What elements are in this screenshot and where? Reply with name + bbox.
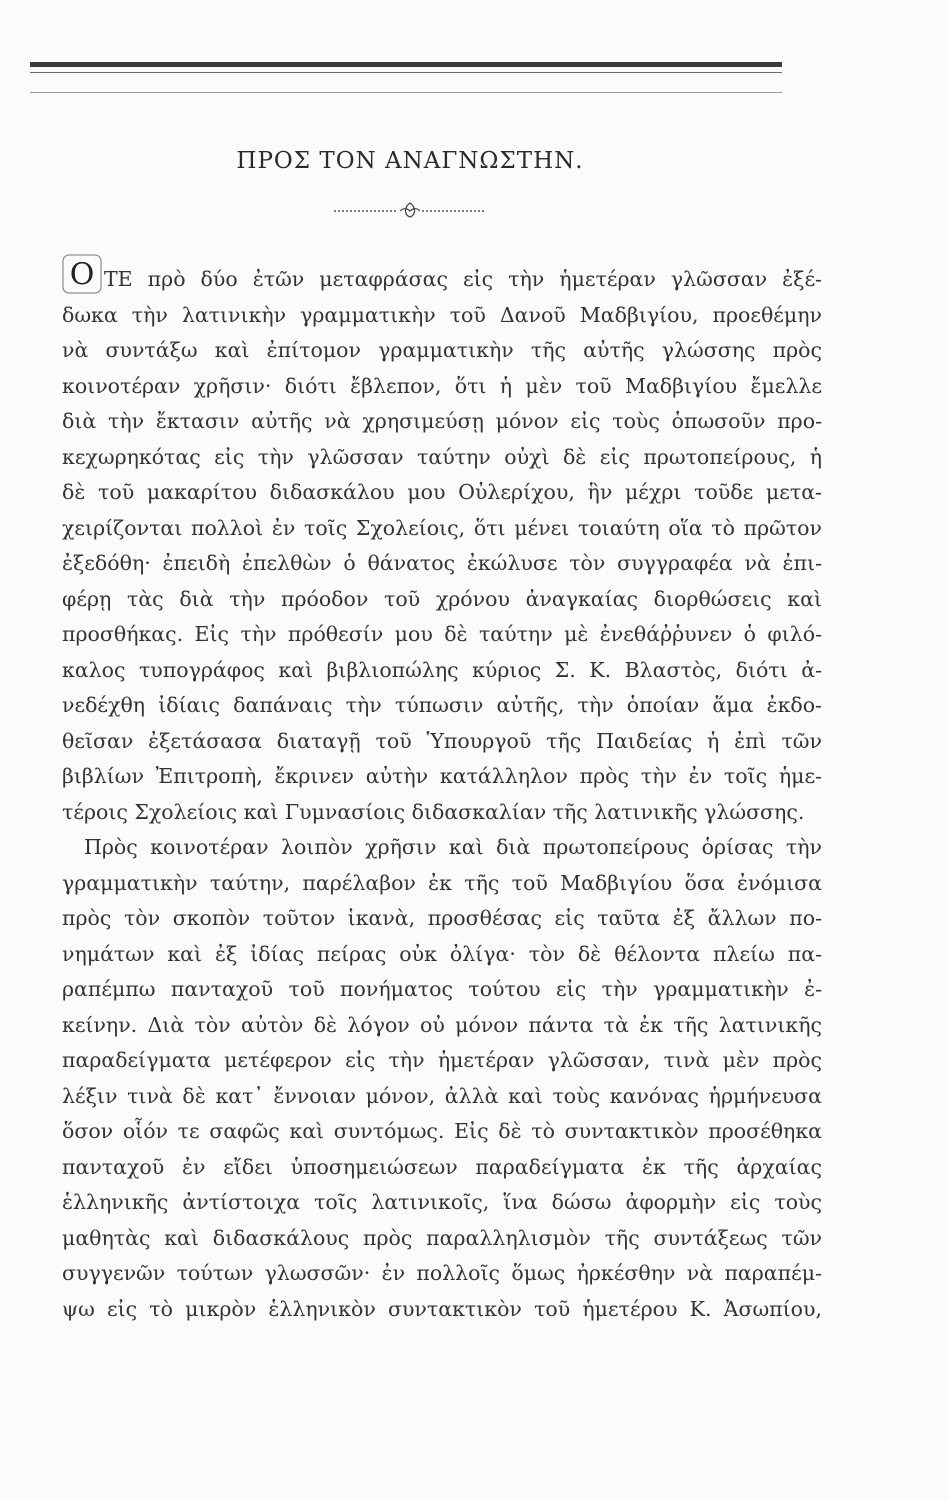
text-line: διὰ τὴν ἔκτασιν αὐτῆς νὰ χρησιμεύσῃ μόνον εἰς τοὺς ὁπωσοῦν προ- bbox=[62, 409, 822, 433]
paragraph-2 bbox=[62, 830, 822, 1327]
text-line: δὲ τοῦ μακαρίτου διδασκάλου μου Οὐλερίχου, ἣν μέχρι τοῦδε μετα- bbox=[62, 480, 822, 504]
text-line: συγγενῶν τούτων γλωσσῶν· ἐν πολλοῖς ὅμως ἠρκέσθην νὰ παραπέμ- bbox=[62, 1261, 822, 1285]
text-line: ἐξεδόθη· ἐπειδὴ ἐπελθὼν ὁ θάνατος ἐκώλυσε τὸν συγγραφέα νὰ ἐπι- bbox=[62, 551, 822, 575]
text-line: προσθήκας. Εἰς τὴν πρόθεσίν μου δὲ ταύτην μὲ ἐνεθάῤῥυνεν ὁ φιλό- bbox=[62, 622, 822, 646]
svg-text:Ο: Ο bbox=[69, 257, 95, 292]
header-rule-thick bbox=[30, 62, 782, 67]
text-line: ραπέμπω πανταχοῦ τοῦ πονήματος τούτου εἰς τὴν γραμματικὴν ἐ- bbox=[62, 977, 822, 1001]
text-line: καλος τυπογράφος καὶ βιβλιοπώλης κύριος Σ. Κ. Βλαστὸς, διότι ἀ- bbox=[62, 657, 822, 682]
text-line: πανταχοῦ ἐν εἴδει ὑποσημειώσεων παραδείγματα ἐκ τῆς ἀρχαίας bbox=[62, 1154, 822, 1179]
text-line: πρὸς τὸν σκοπὸν τοῦτον ἱκανὰ, προσθέσας εἰς ταῦτα ἐξ ἄλλων πο- bbox=[62, 906, 822, 930]
text-line: Πρὸς κοινοτέραν λοιπὸν χρῆσιν καὶ διὰ πρωτοπείρους ὁρίσας τὴν bbox=[84, 835, 822, 859]
text-line: ψω εἰς τὸ μικρὸν ἑλληνικὸν συντακτικὸν τοῦ ἡμετέρου Κ. Ἀσωπίου, bbox=[62, 1296, 822, 1321]
text-line: λέξιν τινὰ δὲ κατ᾽ ἔννοιαν μόνον, ἀλλὰ καὶ τοὺς κανόνας ἡρμήνευσα bbox=[62, 1083, 822, 1108]
ornament-divider bbox=[330, 199, 490, 219]
text-line: ὅσον οἷόν τε σαφῶς καὶ συντόμως. Εἰς δὲ τὸ συντακτικὸν προσέθηκα bbox=[62, 1119, 822, 1143]
text-line: παραδείγματα μετέφερον εἰς τὴν ἡμετέραν γλῶσσαν, τινὰ μὲν πρὸς bbox=[62, 1048, 822, 1072]
text-line: βιβλίων Ἐπιτροπὴ, ἔκρινεν αὐτὴν κατάλληλον πρὸς τὴν ἐν τοῖς ἡμε- bbox=[62, 764, 822, 788]
page-title: ΠΡΟΣ ΤΟΝ ΑΝΑΓΝΩΣΤΗΝ. bbox=[236, 148, 584, 174]
text-line: κοινοτέραν χρῆσιν· διότι ἔβλεπον, ὅτι ἡ μὲν τοῦ Μαδβιγίου ἔμελλε bbox=[62, 373, 822, 398]
drop-cap bbox=[62, 254, 102, 294]
text-line: κεχωρηκότας εἰς τὴν γλῶσσαν ταύτην οὐχὶ δὲ εἰς πρωτοπείρους, ἡ bbox=[62, 444, 822, 469]
header-rule-thin bbox=[30, 72, 782, 73]
text-line: ἑλληνικῆς ἀντίστοιχα τοῖς λατινικοῖς, ἵνα δώσω ἀφορμὴν εἰς τοὺς bbox=[62, 1190, 822, 1214]
paragraph-1 bbox=[62, 254, 822, 830]
text-line: μαθητὰς καὶ διδασκάλους πρὸς παραλληλισμὸν τῆς συντάξεως τῶν bbox=[62, 1225, 822, 1250]
text-line: θεῖσαν ἐξετάσασα διαταγῇ τοῦ Ὑπουργοῦ τῆς Παιδείας ἡ ἐπὶ τῶν bbox=[62, 728, 822, 753]
text-line: τέροις Σχολείοις καὶ Γυμνασίοις διδασκαλίαν τῆς λατινικῆς γλώσσης. bbox=[62, 799, 805, 824]
body-text bbox=[62, 254, 822, 1327]
text-line: χειρίζονται πολλοὶ ἐν τοῖς Σχολείοις, ὅτι μένει τοιαύτη οἵα τὸ πρῶτον bbox=[62, 515, 822, 540]
text-line: Ο ΤΕ πρὸ δύο ἐτῶν μεταφράσας εἰς τὴν ἡμετέραν γλῶσσαν ἐξέ- bbox=[62, 254, 822, 298]
text-line: φέρῃ τὰς διὰ τὴν πρόοδον τοῦ χρόνου ἀναγκαίας διορθώσεις καὶ bbox=[62, 586, 822, 611]
text-line: κείνην. Διὰ τὸν αὐτὸν δὲ λόγον οὐ μόνον πάντα τὰ ἐκ τῆς λατινικῆς bbox=[62, 1012, 822, 1037]
header-rule-faint bbox=[30, 92, 782, 93]
text-line: νημάτων καὶ ἐξ ἰδίας πείρας οὐκ ὀλίγα· τὸν δὲ θέλοντα πλείω πα- bbox=[62, 941, 822, 966]
text-line: νὰ συντάξω καὶ ἐπίτομον γραμματικὴν τῆς αὐτῆς γλώσσης πρὸς bbox=[62, 338, 822, 362]
text-line: γραμματικὴν ταύτην, παρέλαβον ἐκ τῆς τοῦ Μαδβιγίου ὅσα ἐνόμισα bbox=[62, 870, 822, 895]
text-line: δωκα τὴν λατινικὴν γραμματικὴν τοῦ Δανοῦ Μαδβιγίου, προεθέμην bbox=[62, 302, 822, 327]
text-line: νεδέχθη ἰδίαις δαπάναις τὴν τύπωσιν αὐτῆς, τὴν ὁποίαν ἅμα ἐκδο- bbox=[62, 693, 822, 717]
